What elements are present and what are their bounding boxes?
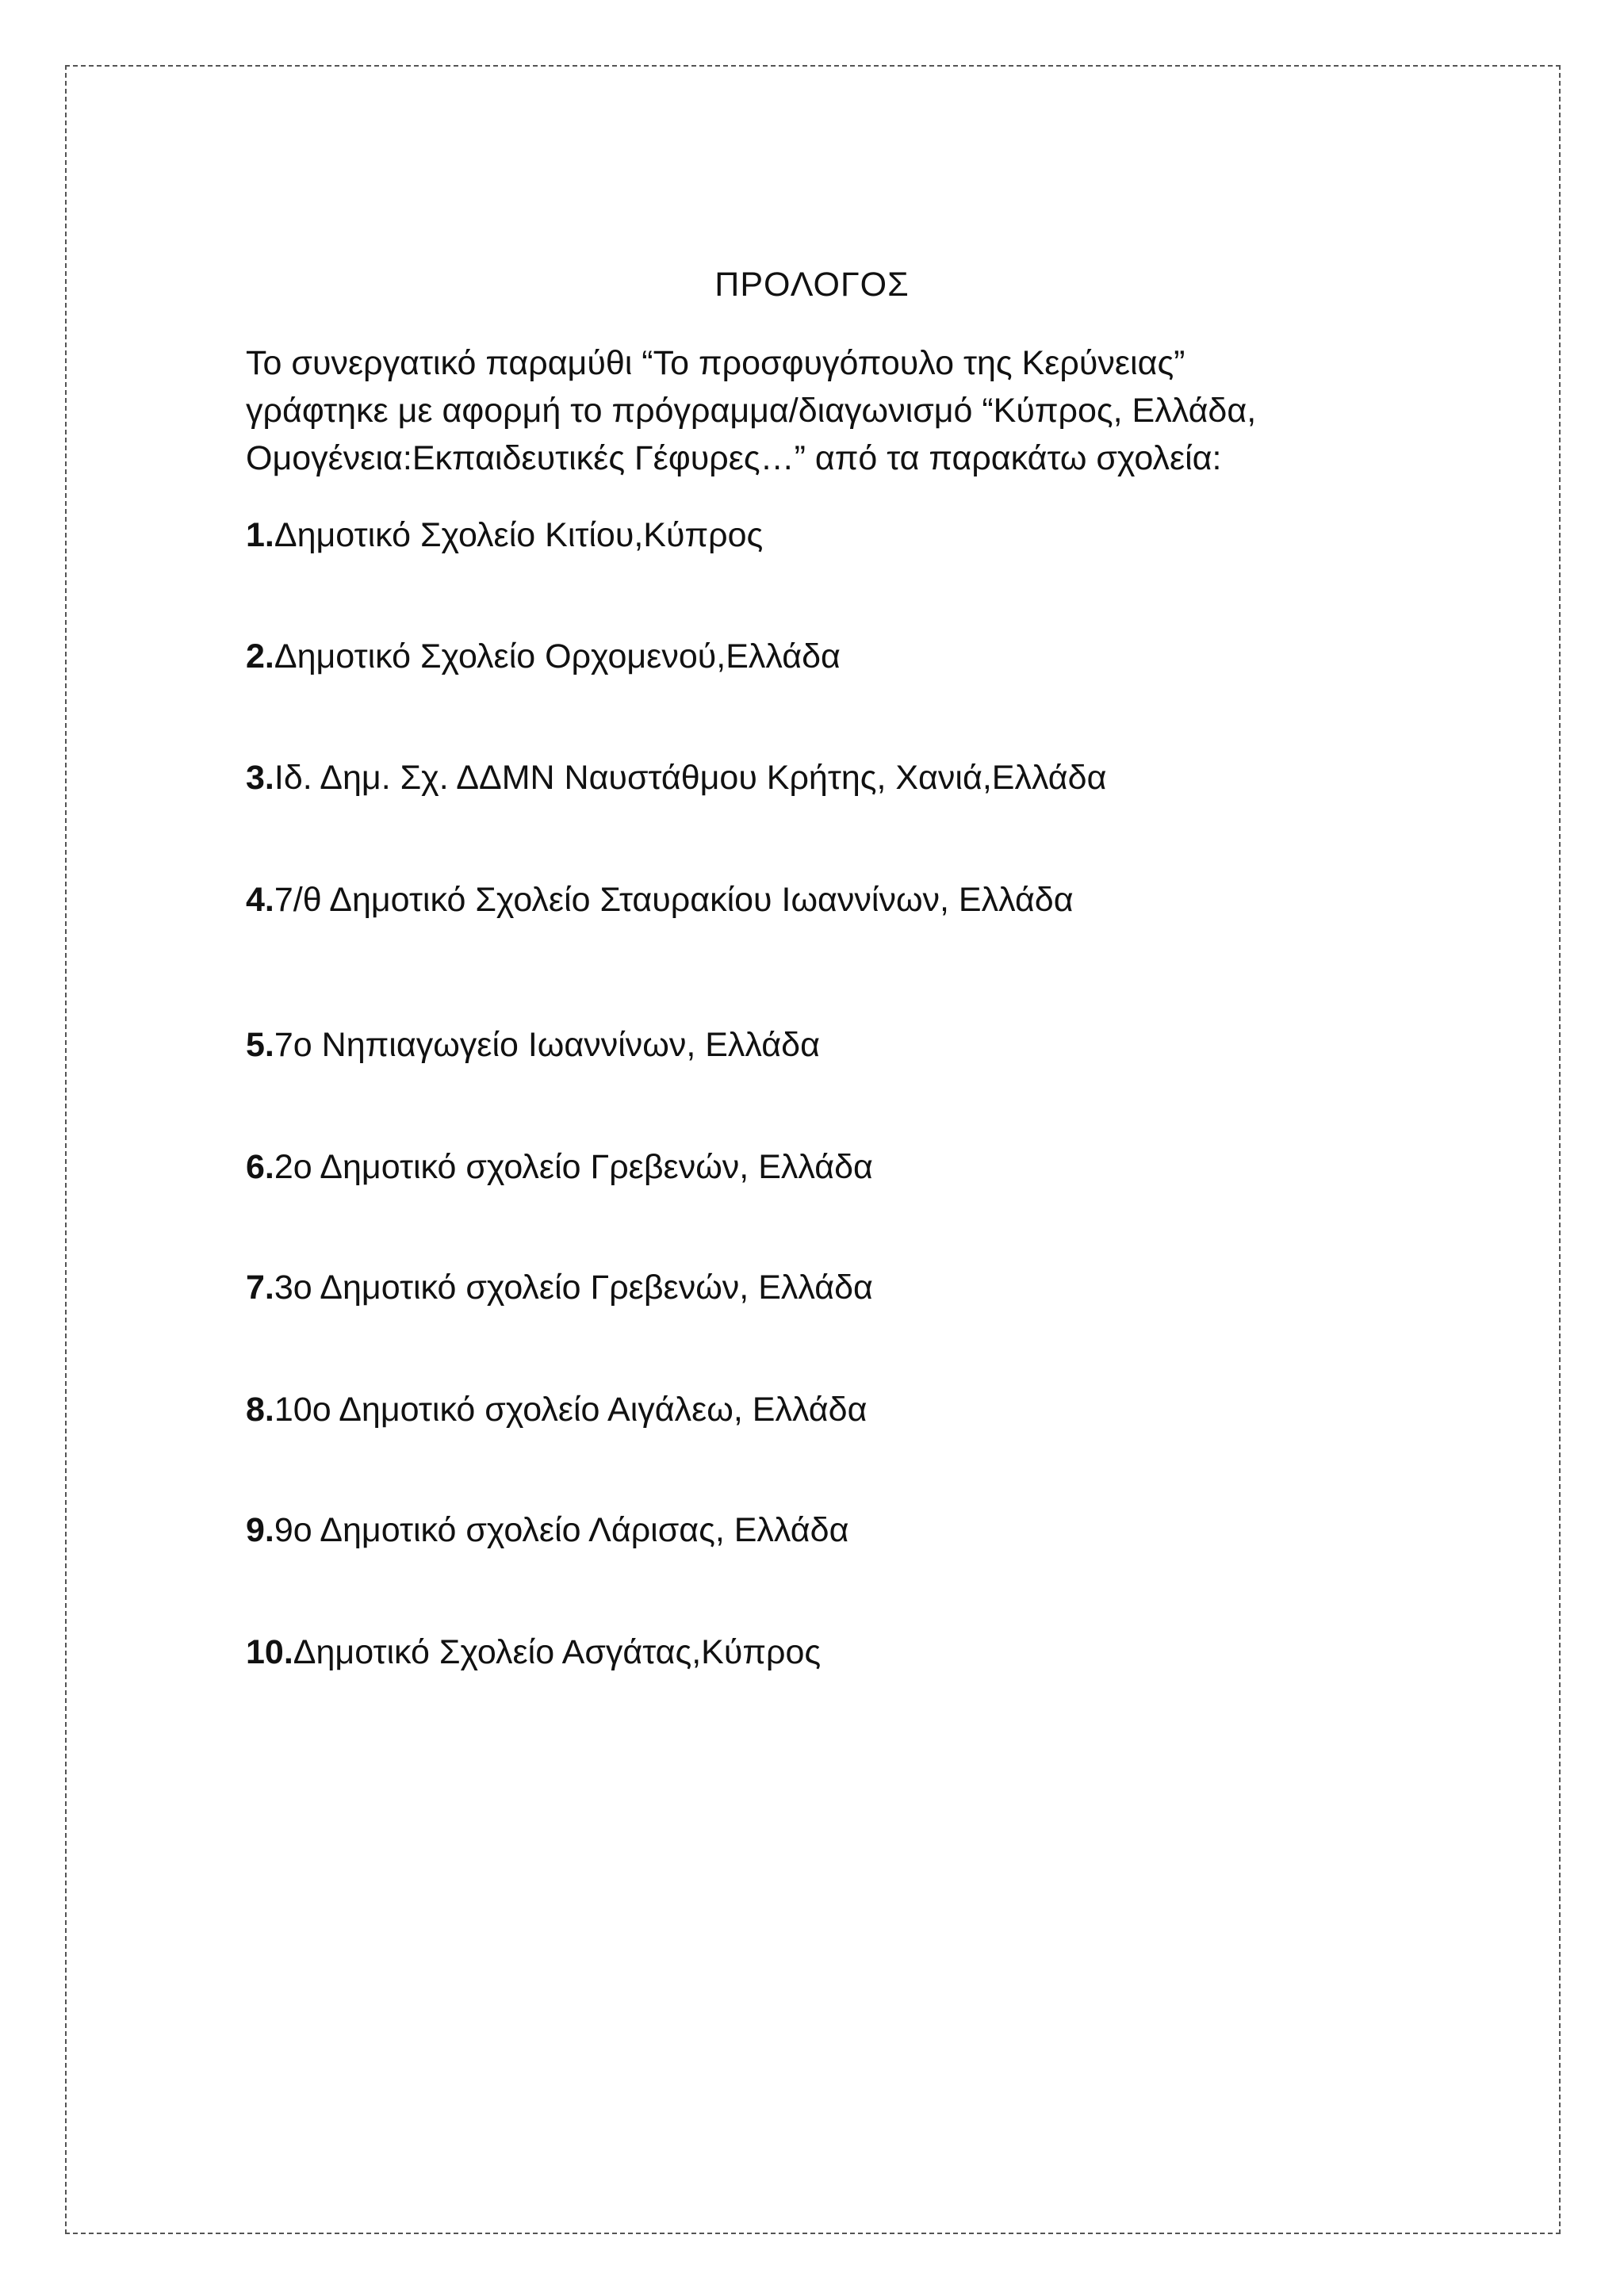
list-item — [246, 511, 763, 559]
list-item-text: 2ο Δημοτικό σχολείο Γρεβενών, Ελλάδα — [274, 1148, 873, 1186]
intro-line: Το συνεργατικό παραμύθι “Το προσφυγόπουλο της Κερύνειας” — [246, 344, 1185, 382]
list-item-text: 7/θ Δημοτικό Σχολείο Σταυρακίου Ιωαννίνων, Ελλάδα — [274, 881, 1074, 919]
intro-line: γράφτηκε με αφορμή το πρόγραμμα/διαγωνισμό “Κύπρος, Ελλάδα, — [246, 392, 1257, 430]
intro-paragraph — [246, 339, 1404, 482]
list-item-text: 3ο Δημοτικό σχολείο Γρεβενών, Ελλάδα — [274, 1269, 873, 1307]
list-item — [246, 1143, 873, 1191]
list-item-number: 5. — [246, 1026, 274, 1064]
list-item-number: 10. — [246, 1633, 293, 1671]
list-item-text: 9ο Δημοτικό σχολείο Λάρισας, Ελλάδα — [274, 1511, 849, 1549]
list-item — [246, 633, 841, 680]
list-item-number: 6. — [246, 1148, 274, 1186]
list-item-text: Δημοτικό Σχολείο Ασγάτας,Κύπρος — [293, 1633, 822, 1671]
list-item-text: Ιδ. Δημ. Σχ. ΔΔΜΝ Ναυστάθμου Κρήτης, Χανιά,Ελλάδα — [274, 759, 1107, 797]
list-item-number: 8. — [246, 1391, 274, 1429]
list-item-number: 7. — [246, 1269, 274, 1307]
page-title: ΠΡΟΛΟΓΟΣ — [714, 266, 910, 304]
list-item — [246, 754, 1106, 802]
list-item — [246, 1386, 867, 1433]
list-item-number: 9. — [246, 1511, 274, 1549]
list-item-number: 2. — [246, 637, 274, 675]
list-item-text: 7ο Νηπιαγωγείο Ιωαννίνων, Ελλάδα — [274, 1026, 820, 1064]
list-item-number: 4. — [246, 881, 274, 919]
list-item-text: 10ο Δημοτικό σχολείο Αιγάλεω, Ελλάδα — [274, 1391, 868, 1429]
list-item-number: 3. — [246, 759, 274, 797]
intro-line: Ομογένεια:Εκπαιδευτικές Γέφυρες…” από τα παρακάτω σχολεία: — [246, 439, 1222, 477]
list-item — [246, 1021, 820, 1069]
list-item — [246, 1506, 848, 1554]
list-item — [246, 1628, 821, 1676]
list-item — [246, 1264, 873, 1311]
list-item-text: Δημοτικό Σχολείο Ορχομενού,Ελλάδα — [274, 637, 841, 675]
list-item — [246, 876, 1074, 924]
list-item-number: 1. — [246, 516, 274, 554]
list-item-text: Δημοτικό Σχολείο Κιτίου,Κύπρος — [274, 516, 764, 554]
